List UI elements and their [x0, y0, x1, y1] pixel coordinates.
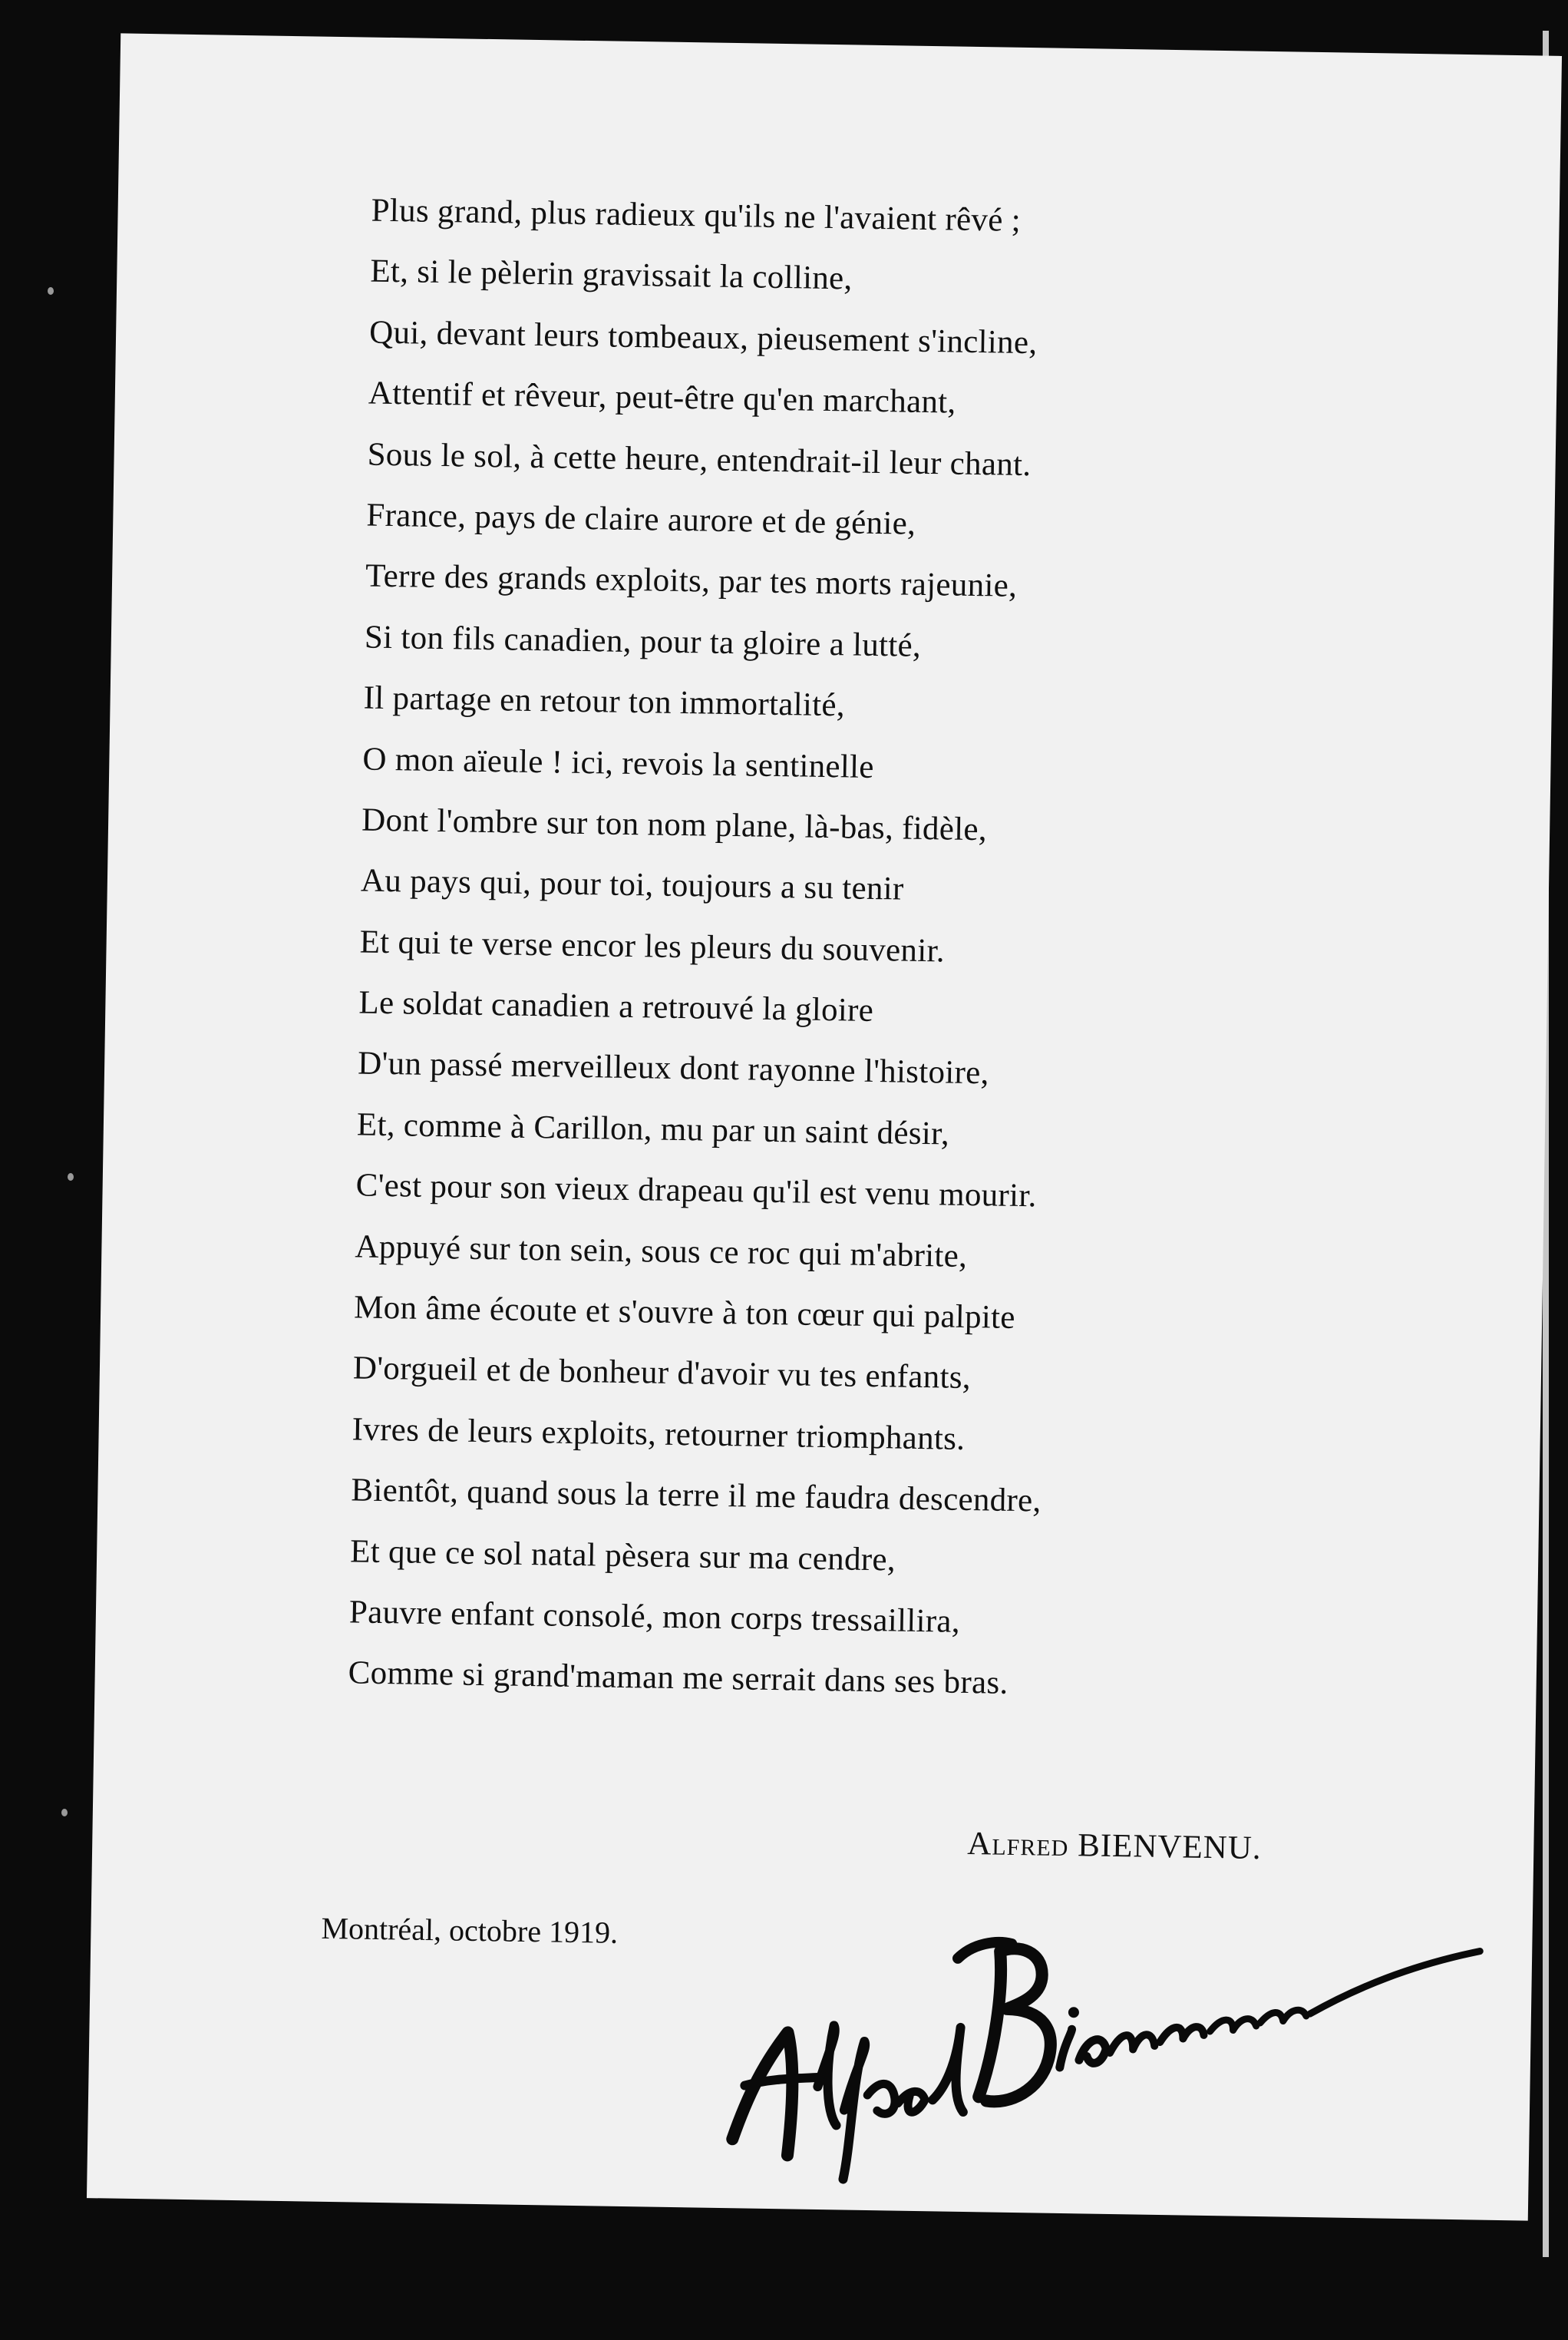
poem-line: Bientôt, quand sous la terre il me faudra descendre, — [351, 1472, 1041, 1519]
poem-line: Mon âme écoute et s'ouvre à ton cœur qui palpite — [353, 1289, 1016, 1336]
scan-speck — [68, 1173, 74, 1181]
place-date: Montréal, octobre 1919. — [321, 1910, 619, 1950]
poem-line: Il partage en retour ton immortalité, — [363, 679, 846, 724]
poem-line: Et, comme à Carillon, mu par un saint désir, — [356, 1106, 950, 1152]
poem-line: D'un passé merveilleux dont rayonne l'histoire, — [357, 1045, 990, 1092]
poem-text — [348, 180, 1400, 1720]
poem-line: O mon aïeule ! ici, revois la sentinelle — [362, 741, 875, 785]
poem-line: France, pays de claire aurore et de génie, — [366, 497, 916, 542]
poem-line: Si ton fils canadien, pour ta gloire a lutté, — [364, 619, 922, 664]
handwritten-signature — [701, 1832, 1489, 2197]
poem-line: Pauvre enfant consolé, mon corps tressaillira, — [348, 1594, 961, 1640]
scan-speck — [48, 287, 54, 295]
poem-line: Terre des grands exploits, par tes morts rajeunie, — [365, 557, 1018, 605]
poem-line: Dont l'ombre sur ton nom plane, là-bas, fidèle, — [361, 801, 988, 848]
poem-line: Le soldat canadien a retrouvé la gloire — [358, 984, 874, 1030]
poem-line: Attentif et rêveur, peut-être qu'en marchant, — [368, 375, 956, 421]
poem-line: Appuyé sur ton sein, sous ce roc qui m'abrite, — [355, 1228, 968, 1274]
poem-line: D'orgueil et de bonheur d'avoir vu tes enfants, — [352, 1350, 972, 1396]
poem-line: Au pays qui, pour toi, toujours a su tenir — [360, 862, 904, 907]
poem-line: Plus grand, plus radieux qu'ils ne l'avaient rêvé ; — [371, 192, 1022, 239]
document-page — [87, 33, 1562, 2220]
poem-line: Et que ce sol natal pèsera sur ma cendre, — [349, 1532, 896, 1578]
poem-line: Ivres de leurs exploits, retourner triomphants. — [352, 1411, 966, 1457]
poem-line: Comme si grand'maman me serrait dans ses bras. — [348, 1654, 1008, 1702]
poem-line: Sous le sol, à cette heure, entendrait-il leur chant. — [367, 436, 1032, 483]
poem-line: Et qui te verse encor les pleurs du souvenir. — [359, 924, 946, 970]
scan-speck — [61, 1809, 68, 1816]
poem-line: C'est pour son vieux drapeau qu'il est venu mourir. — [355, 1167, 1038, 1215]
poem-line: Qui, devant leurs tombeaux, pieusement s'incline, — [368, 314, 1038, 362]
author-name: Alfred BIENVENU. — [966, 1826, 1262, 1867]
poem-line: Et, si le pèlerin gravissait la colline, — [370, 253, 853, 297]
